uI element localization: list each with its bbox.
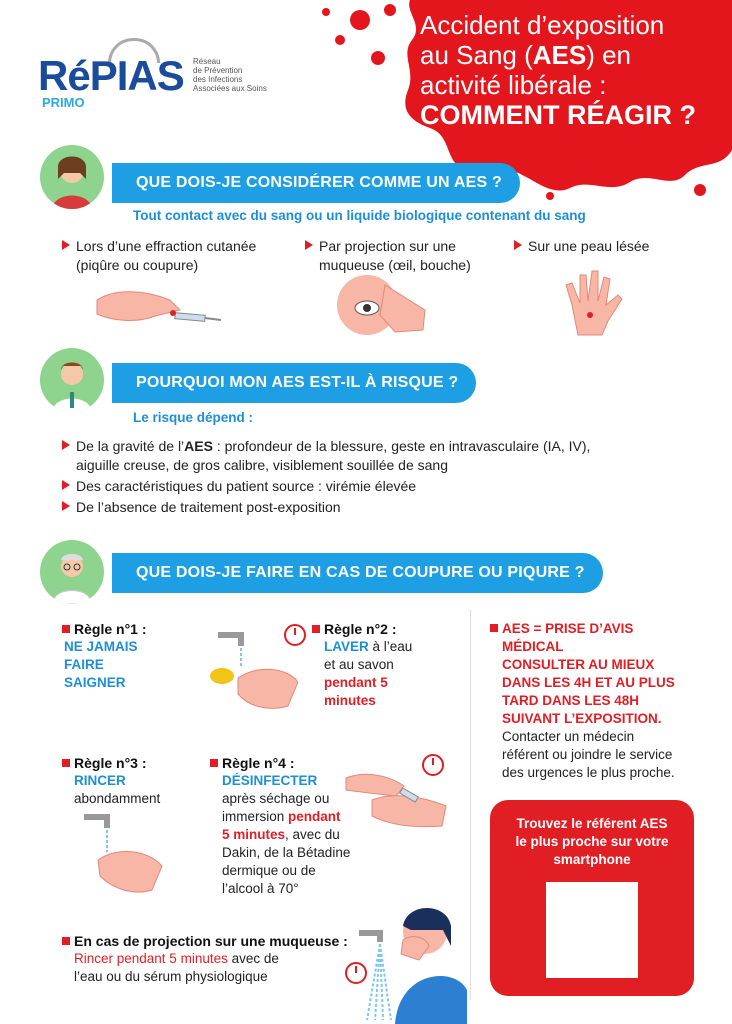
logo-wordmark: RéPIAS [38, 52, 184, 99]
projection-rule: En cas de projection sur une muqueuse : Rincer pendant 5 minutes avec de l’eau ou du sérum physiologique [62, 932, 382, 986]
logo-subtitle: Réseau de Prévention des Infections Associées aux Soins [193, 57, 267, 93]
avatar-doctor [40, 540, 104, 604]
section1-item-2: Par projection sur une muqueuse (œil, bouche) [305, 237, 505, 275]
section1-item-1: Lors d’une effraction cutanée (piqûre ou coupure) [62, 237, 302, 275]
avatar-man [40, 348, 104, 412]
rule-4: Règle n°4 : DÉSINFECTER après séchage ou immersion pendant 5 minutes, avec du Dakin, de la Bétadine dermique ou de l’alcool à 70° [210, 754, 370, 898]
eye-projection-illustration [335, 270, 435, 340]
section2-bullets: De la gravité de l’AES : profondeur de la blessure, geste en intravasculaire (IA, IV), aiguille creuse, de gros calibre, visiblement souillée de sang Des caractéristiques du patient source : virémie élevée De l’absence de traitement post-exposition [62, 437, 702, 517]
rule-3: Règle n°3 : RINCER abondamment [62, 754, 192, 808]
section1-item-3: Sur une peau lésée [514, 237, 714, 256]
rule-1: Règle n°1 : NE JAMAIS FAIRE SAIGNER [64, 621, 147, 690]
face-rinse-illustration [355, 900, 470, 1024]
disinfect-hand-illustration [342, 770, 452, 830]
page-title: Accident d’exposition au Sang (AES) en activité libérale : COMMENT RÉAGIR ? [420, 10, 696, 130]
syringe-hand-illustration [95, 280, 225, 330]
section1-subheading: Tout contact avec du sang ou un liquide biologique contenant du sang [133, 208, 586, 223]
logo-primo: PRIMO [42, 95, 85, 110]
rinse-hands-illustration [78, 810, 168, 895]
section2-subheading: Le risque dépend : [133, 410, 254, 425]
avatar-woman [40, 145, 104, 209]
section1-heading: QUE DOIS-JE CONSIDÉRER COMME UN AES ? [112, 163, 520, 203]
qr-card-text: Trouvez le référent AES le plus proche sur votre smartphone [515, 816, 669, 867]
column-divider [470, 610, 471, 1000]
section3-heading: QUE DOIS-JE FAIRE EN CAS DE COUPURE OU PIQURE ? [112, 553, 603, 593]
section2-heading: POURQUOI MON AES EST-IL À RISQUE ? [112, 363, 476, 403]
qr-code[interactable] [546, 882, 638, 978]
medical-advice-block: AES = PRISE D’AVIS MÉDICAL CONSULTER AU MIEUX DANS LES 4H ET AU PLUS TARD DANS LES 48H SUIVANT L’EXPOSITION. Contacter un médecin référent ou joindre le service des urgences le plus proche. [490, 620, 710, 782]
rule-2: Règle n°2 : LAVER à l’eau et au savon pendant 5 minutes [312, 620, 452, 710]
injured-hand-illustration [558, 265, 633, 340]
timer-icon [284, 624, 306, 646]
